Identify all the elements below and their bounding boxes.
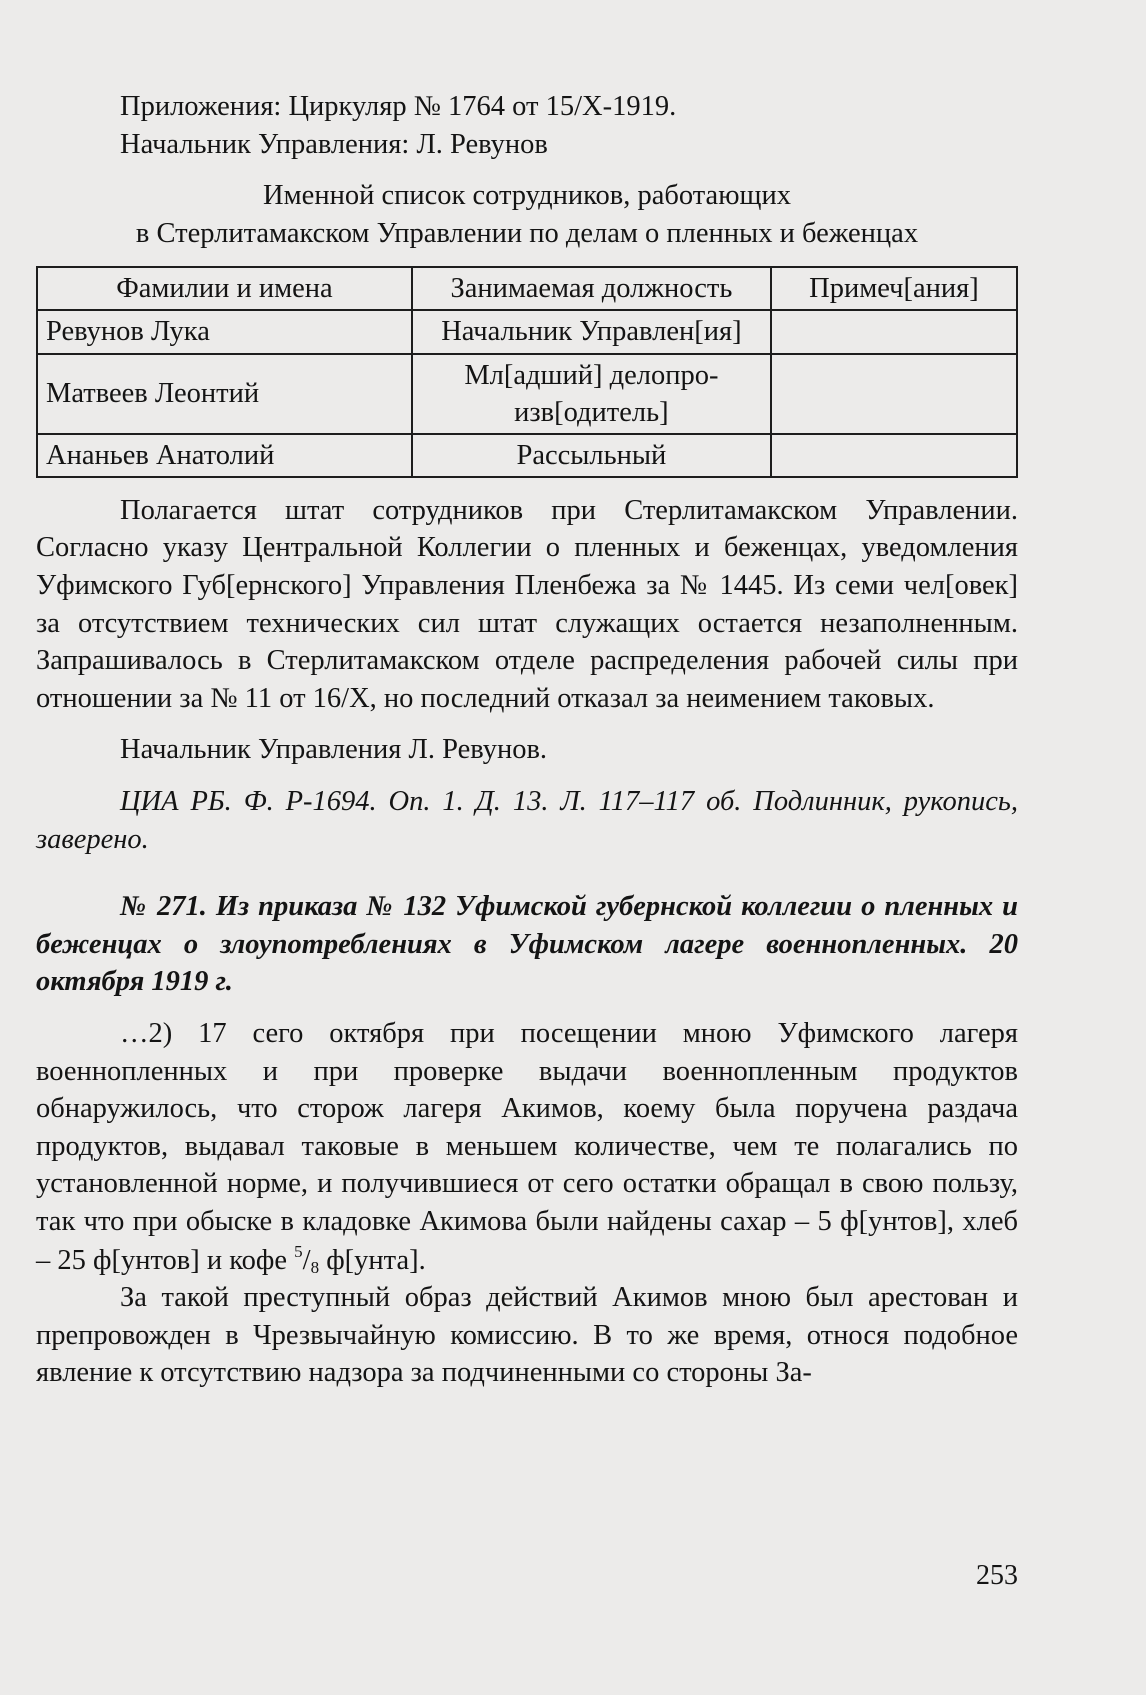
paragraph-camp-report: …2) 17 сего октября при посещении мною Уфимского лагеря военнопленных и при проверке выдачи военнопленным продуктов обнаружилось, что сторож лагеря Акимов, коему была поручена раздача продуктов, выдавал таковые в меньшем количестве, чем те полагались по установленной норме, и получившиеся от сего остатки обращал в свою пользу, так что при обыске в кладовке Акимова были найдены сахар – 5 ф[унтов], хлеб – 25 ф[унтов] и кофе $^5/_8$ ф[унта]. (36, 1017, 1018, 1277)
paragraph-camp-report-tail: ф[унта]. (326, 1244, 426, 1276)
signature: Начальник Управления Л. Ревунов. (120, 734, 548, 766)
staff-name: Ревунов Лука (37, 310, 412, 353)
fraction-denominator: 8 (310, 1257, 320, 1277)
staff-position-part: Мл[адший] делопро- (464, 359, 719, 391)
list-title (36, 177, 1018, 252)
page-number: 253 (976, 1560, 1018, 1591)
staff-position-multiline (412, 354, 771, 434)
list-title-line-1: Именной список сотрудников, работающих (263, 180, 791, 212)
table-row (37, 354, 1017, 434)
staff-position: Начальник Управлен[ия] (412, 310, 771, 353)
staff-note (771, 434, 1017, 477)
table-header-cell: Занимаемая должность (412, 267, 771, 310)
staff-position: Рассыльный (412, 434, 771, 477)
table-row (37, 310, 1017, 353)
list-title-line-2: в Стерлитамакском Управлении по делам о пленных и беженцах (135, 217, 919, 249)
paragraph-arrest: За такой преступный образ действий Акимов мною был арестован и препровожден в Чрезвычайную комиссию. В то же время, относя подобное явление к отсутствию надзора за подчиненными со стороны За- (36, 1282, 1018, 1389)
paragraph-staff-note: Полагается штат сотрудников при Стерлитамакском Управлении. Согласно указу Центральной Коллегии о пленных и беженцах, уведомления Уфимского Губ[ернского] Управления Пленбежа за № 1445. Из семи чел[овек] за отсутствием технических сил штат служащих остается незаполненным. Запрашивалось в Стерлитамакском отделе распределения рабочей силы при отношении за № 11 от 16/X, но последний отказал за неимением таковых. (36, 494, 1018, 714)
archive-source: ЦИА РБ. Ф. Р-1694. Оп. 1. Д. 13. Л. 117–117 об. Подлинник, рукопись, заверено. (36, 785, 1018, 855)
fraction-numerator: 5 (294, 1241, 303, 1261)
staff-note (771, 354, 1017, 434)
table-header-cell: Примеч[ания] (771, 267, 1017, 310)
header-block (36, 88, 1018, 163)
staff-name: Ананьев Анатолий (37, 434, 412, 477)
attachments-line: Приложения: Циркуляр № 1764 от 15/X-1919. (120, 91, 677, 122)
page-content (36, 88, 1018, 1392)
table-header-cell: Фамилии и имена (37, 267, 412, 310)
chief-line: Начальник Управления: Л. Ревунов (120, 128, 548, 160)
document-heading: № 271. Из приказа № 132 Уфимской губернской коллегии о пленных и беженцах о злоупотреблениях в Уфимском лагере военнопленных. 20 октября 1919 г. (36, 891, 1018, 998)
staff-table (36, 266, 1018, 477)
paragraph-camp-report-text: …2) 17 сего октября при посещении мною Уфимского лагеря военнопленных и при проверке выдачи военнопленным продуктов обнаружилось, что сторож лагеря Акимов, коему была поручена раздача продуктов, выдавал таковые в меньшем количестве, чем те полагались по установленной норме, и получившиеся от сего остатки обращал в свою пользу, так что при обыске в кладовке Акимова были найдены сахар – 5 ф[унтов], хлеб – 25 ф[унтов] и кофе (36, 1017, 1018, 1276)
staff-position-part: изв[одитель] (514, 396, 669, 428)
staff-note (771, 310, 1017, 353)
table-row (37, 434, 1017, 477)
table-header-row (37, 267, 1017, 310)
staff-name: Матвеев Леонтий (37, 354, 412, 434)
